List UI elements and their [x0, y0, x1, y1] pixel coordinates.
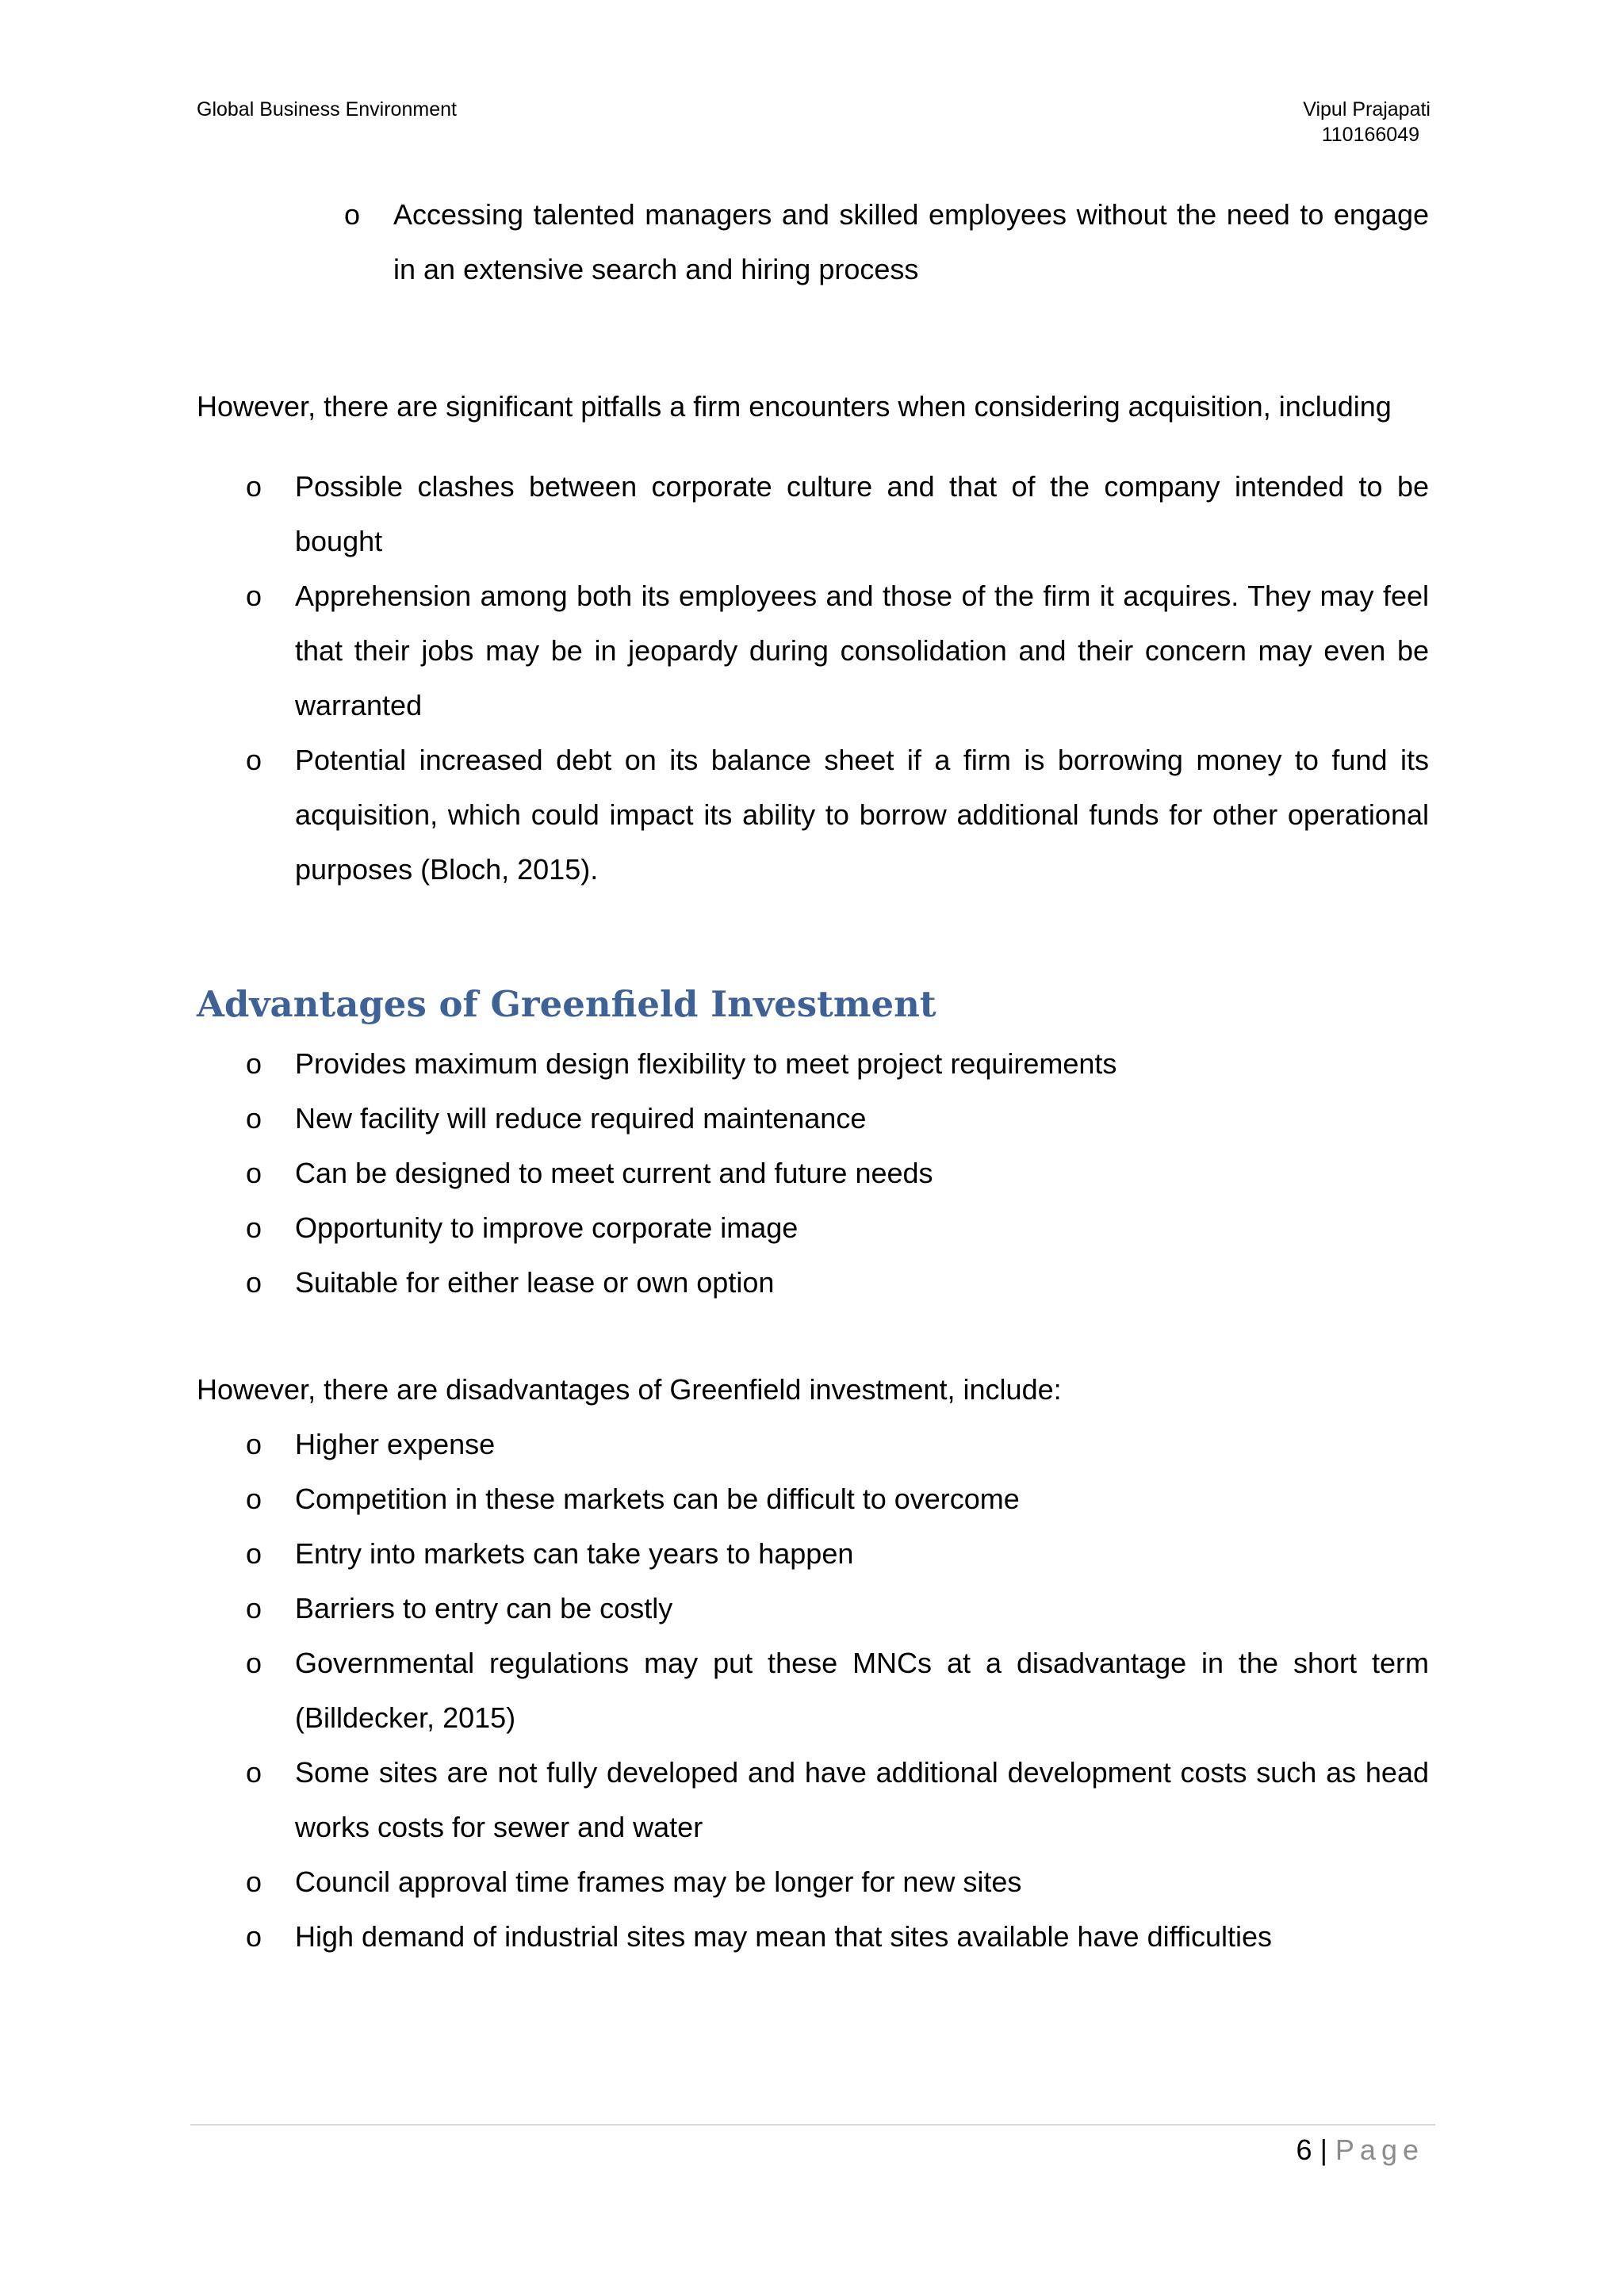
list-item-text: Governmental regulations may put these MNCs at a disadvantage in the short term (Billdecker, 2015) [295, 1647, 1429, 1734]
bullet-marker: o [246, 470, 262, 503]
pitfalls-list [197, 459, 1429, 897]
list-item [197, 1036, 1429, 1091]
list-item [197, 1636, 1429, 1745]
header-student-id: 110166049 [1321, 124, 1419, 146]
list-item [197, 1909, 1429, 1964]
list-item-text: Entry into markets can take years to happen [295, 1537, 854, 1570]
list-item-text: Higher expense [295, 1428, 496, 1460]
list-item [197, 568, 1429, 733]
bullet-marker: o [246, 1920, 262, 1953]
disadvantages-intro: However, there are disadvantages of Greenfield investment, include: [197, 1373, 1062, 1406]
list-item [197, 1581, 1429, 1636]
list-item [197, 1200, 1429, 1255]
list-item-text: New facility will reduce required maintenance [295, 1102, 867, 1135]
footer-divider [190, 2124, 1435, 2126]
bullet-marker: o [344, 198, 361, 231]
list-item-text: Competition in these markets can be difficult to overcome [295, 1483, 1020, 1515]
page-label: Page [1335, 2133, 1424, 2166]
section-heading: Advantages of Greenfield Investment [197, 983, 936, 1025]
list-item [197, 187, 1429, 297]
bullet-marker: o [246, 744, 262, 776]
page-footer [1297, 2126, 1424, 2174]
list-item-text: Council approval time frames may be longer for new sites [295, 1866, 1022, 1898]
document-body [197, 187, 1429, 1964]
advantages-list [197, 1036, 1429, 1310]
bullet-marker: o [246, 1428, 262, 1460]
list-item [197, 1255, 1429, 1310]
bullet-marker: o [246, 1047, 262, 1080]
bullet-marker: o [246, 1592, 262, 1624]
list-item-text: Apprehension among both its employees and those of the firm it acquires. They may feel that their jobs may be in jeopardy during consolidation and their concern may even be warranted [295, 580, 1429, 721]
list-item-text: Some sites are not fully developed and have additional development costs such as head works costs for sewer and water [295, 1756, 1429, 1843]
list-item-text: High demand of industrial sites may mean that sites available have difficulties [295, 1920, 1272, 1953]
sub-bullet-list [197, 187, 1429, 297]
list-item-text: Possible clashes between corporate culture and that of the company intended to be bought [295, 470, 1429, 557]
header-course-title: Global Business Environment [197, 98, 457, 121]
bullet-marker: o [246, 1483, 262, 1515]
list-item-text: Barriers to entry can be costly [295, 1592, 673, 1624]
pitfalls-intro: However, there are significant pitfalls a firm encounters when considering acquisition, including [197, 390, 1392, 423]
list-item [197, 733, 1429, 897]
bullet-marker: o [246, 1647, 262, 1679]
list-item [197, 1854, 1429, 1909]
list-item-text: Opportunity to improve corporate image [295, 1211, 799, 1244]
bullet-marker: o [246, 1102, 262, 1135]
list-item [197, 1745, 1429, 1854]
list-item [197, 1526, 1429, 1581]
list-item-text: Provides maximum design flexibility to meet project requirements [295, 1047, 1117, 1080]
bullet-marker: o [246, 1266, 262, 1299]
bullet-marker: o [246, 1866, 262, 1898]
list-item-text: Suitable for either lease or own option [295, 1266, 775, 1299]
page-number: 6 [1296, 2133, 1312, 2166]
list-item [197, 1091, 1429, 1146]
list-item [197, 1417, 1429, 1471]
header-author: Vipul Prajapati [1303, 98, 1431, 121]
disadvantages-list [197, 1417, 1429, 1964]
list-item [197, 459, 1429, 568]
bullet-marker: o [246, 1211, 262, 1244]
bullet-marker: o [246, 1537, 262, 1570]
footer-separator: | [1320, 2133, 1327, 2166]
list-item-text: Potential increased debt on its balance sheet if a firm is borrowing money to fund its acquisition, which could impact its ability to borrow additional funds for other operational purposes (Bloch, 2015). [295, 744, 1429, 886]
list-item-text: Accessing talented managers and skilled employees without the need to engage in an extensive search and hiring process [393, 198, 1429, 285]
bullet-marker: o [246, 1157, 262, 1189]
list-item [197, 1471, 1429, 1526]
bullet-marker: o [246, 580, 262, 612]
list-item-text: Can be designed to meet current and future needs [295, 1157, 933, 1189]
list-item [197, 1146, 1429, 1200]
bullet-marker: o [246, 1756, 262, 1789]
